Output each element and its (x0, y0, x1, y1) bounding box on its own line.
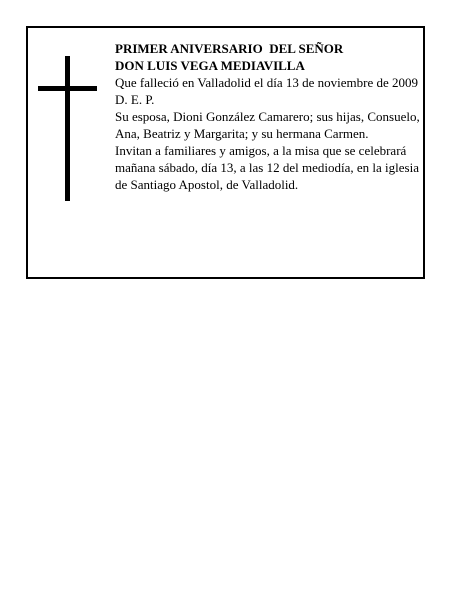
cross-icon (38, 56, 98, 201)
family-text: Su esposa, Dioni González Camarero; sus hijas, Consuelo, Ana, Beatriz y Margarita; y su hermana Carmen. (115, 109, 420, 141)
obituary-notice-box (26, 26, 425, 279)
cross-vertical-bar (65, 56, 70, 201)
invitation-text: Invitan a familiares y amigos, a la misa que se celebrará mañana sábado, día 13, a las 12 del mediodía, en la iglesia de Santiago Apostol, de Valladolid. (115, 143, 419, 192)
notice-title-line-2: DON LUIS VEGA MEDIAVILLA (115, 58, 305, 73)
death-info: Que falleció en Valladolid el día 13 de noviembre de 2009 (115, 75, 418, 90)
dep-text: D. E. P. (115, 92, 155, 107)
notice-title-line-1: PRIMER ANIVERSARIO DEL SEÑOR (115, 41, 344, 56)
cross-horizontal-bar (38, 86, 97, 91)
notice-text-block (115, 40, 423, 193)
